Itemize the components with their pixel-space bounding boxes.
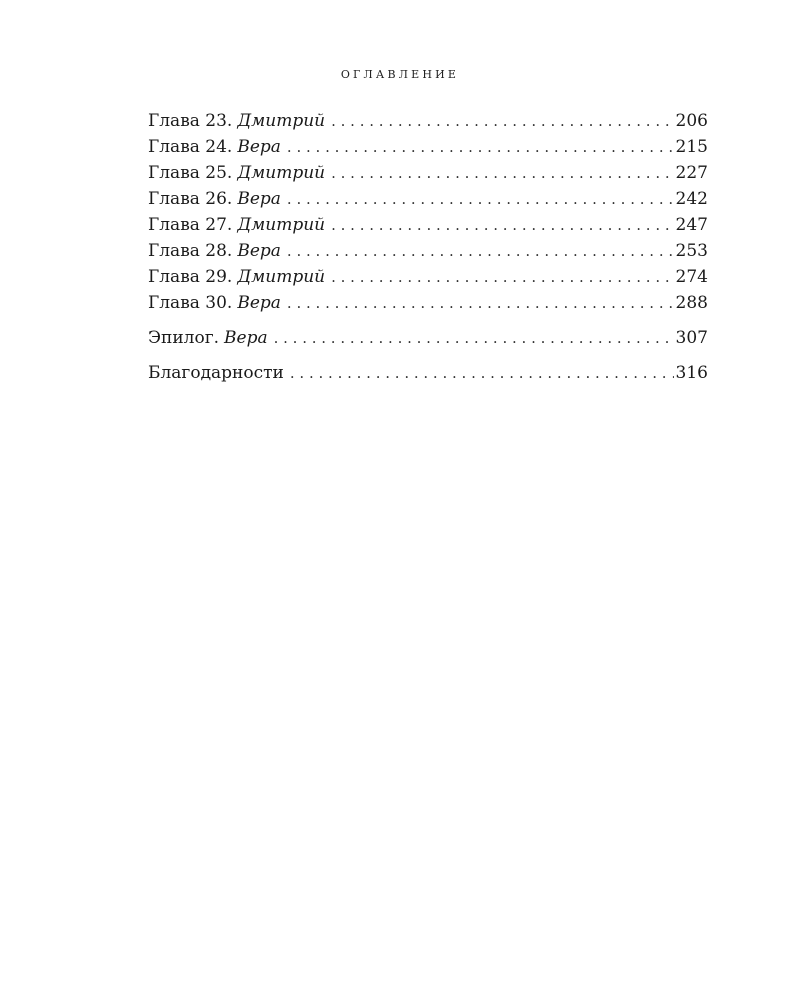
toc-page-number: 316 (675, 363, 708, 383)
toc-page-number: 253 (675, 241, 708, 261)
toc-page-number: 274 (675, 267, 708, 287)
toc-narrator: Дмитрий (237, 163, 326, 183)
toc-narrator: Вера (237, 241, 281, 261)
toc-entry (148, 264, 708, 290)
toc-page-number: 307 (675, 328, 708, 348)
toc-page-number: 288 (675, 293, 708, 313)
toc-chapter-label: Глава 24. (148, 137, 233, 157)
toc-entry (148, 160, 708, 186)
toc-dot-leader (331, 264, 673, 290)
toc-entry (148, 134, 708, 160)
toc-dot-leader (287, 238, 674, 264)
toc-chapter-label: Глава 28. (148, 241, 233, 261)
toc-dot-leader (331, 160, 673, 186)
toc-dot-leader (331, 108, 673, 134)
toc-page-number: 215 (675, 137, 708, 157)
toc-chapter-label: Глава 27. (148, 215, 233, 235)
toc-entry (148, 290, 708, 316)
toc-entry-acknowledgements (148, 360, 708, 386)
toc-chapter-label: Глава 29. (148, 267, 233, 287)
toc-entry-epilogue (148, 325, 708, 351)
toc-page-number: 227 (675, 163, 708, 183)
toc-page-number: 206 (675, 111, 708, 131)
toc-page-number: 247 (675, 215, 708, 235)
toc-page-number: 242 (675, 189, 708, 209)
table-of-contents (148, 108, 708, 386)
toc-narrator: Вера (224, 328, 268, 348)
toc-narrator: Вера (237, 137, 281, 157)
toc-chapter-label: Благодарности (148, 363, 284, 383)
toc-entry (148, 212, 708, 238)
toc-chapter-label: Глава 26. (148, 189, 233, 209)
toc-dot-leader (287, 290, 674, 316)
toc-narrator: Дмитрий (237, 215, 326, 235)
toc-entry (148, 108, 708, 134)
toc-dot-leader (290, 360, 674, 386)
toc-narrator: Вера (237, 189, 281, 209)
toc-entry (148, 238, 708, 264)
toc-chapter-label: Глава 30. (148, 293, 233, 313)
toc-chapter-label: Глава 25. (148, 163, 233, 183)
toc-dot-leader (274, 325, 674, 351)
toc-entry (148, 186, 708, 212)
toc-dot-leader (287, 186, 674, 212)
toc-narrator: Дмитрий (237, 111, 326, 131)
toc-chapter-label: Глава 23. (148, 111, 233, 131)
toc-narrator: Дмитрий (237, 267, 326, 287)
toc-dot-leader (287, 134, 674, 160)
toc-dot-leader (331, 212, 673, 238)
toc-heading: ОГЛАВЛЕНИЕ (340, 68, 460, 81)
toc-chapter-label: Эпилог. (148, 328, 220, 348)
toc-narrator: Вера (237, 293, 281, 313)
